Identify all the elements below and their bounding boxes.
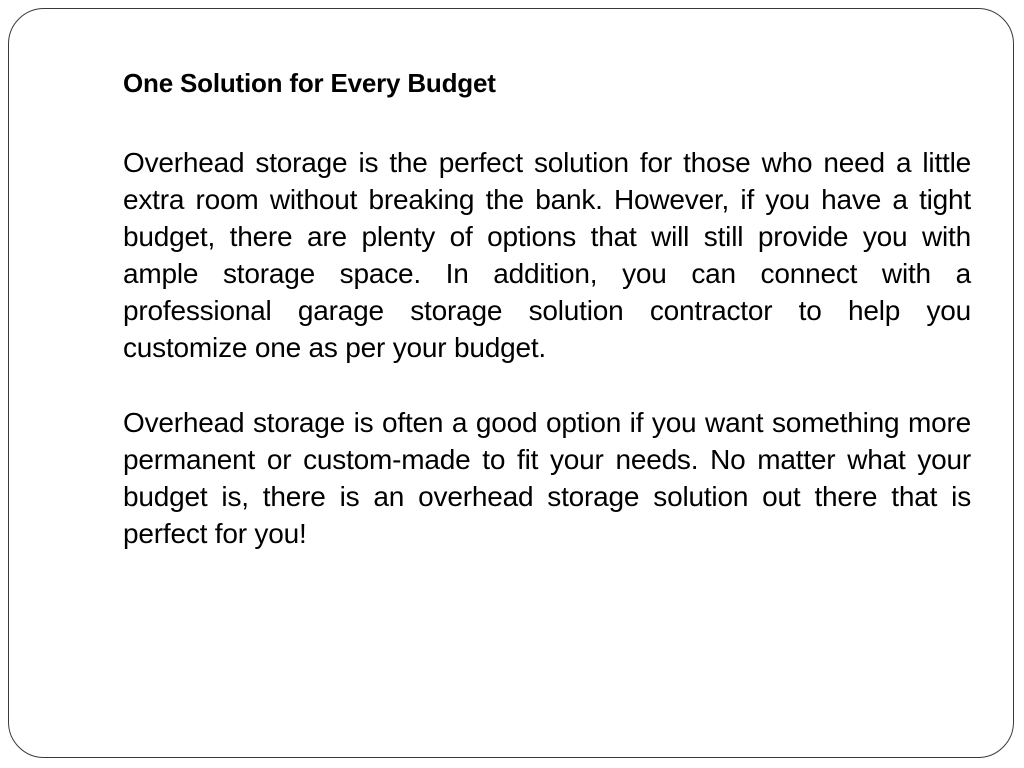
slide-heading: One Solution for Every Budget (123, 68, 496, 98)
slide-content (123, 65, 971, 590)
paragraph-custom-storage: Overhead storage is often a good option if you want something more permanent or custom-made to fit your needs. No matter what your budget is, there is an overhead storage solution out there that is perfect for you! (123, 407, 971, 549)
slide-frame (8, 8, 1014, 758)
paragraph-budget-options: Overhead storage is the perfect solution for those who need a little extra room without breaking the bank. However, if you have a tight budget, there are plenty of options that will still provide you with ample storage space. In addition, you can connect with a professional garage storage solution contractor to help you customize one as per your budget. (123, 147, 971, 363)
